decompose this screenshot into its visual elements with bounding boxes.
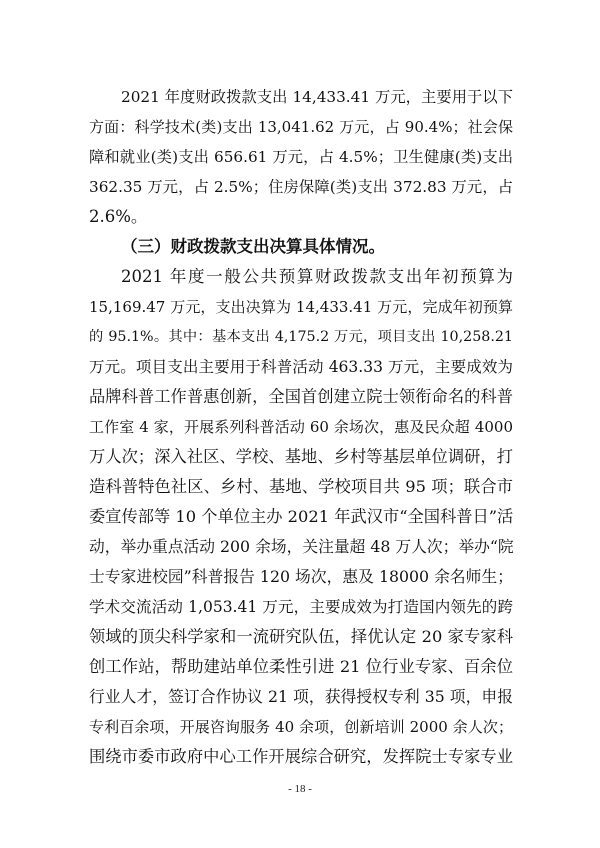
paragraph2-line-7: 万人次；深入社区、学校、基地、乡村等基层单位调研，打 (89, 447, 513, 466)
page-number: - 18 - (288, 783, 312, 795)
paragraph2-line-14: 创工作站，帮助建站单位柔性引进 21 位行业专家、百余位 (89, 657, 513, 676)
paragraph2-line-10: 动，举办重点活动 200 余场，关注量超 48 万人次；举办“院 (89, 537, 514, 556)
paragraph2-line-13: 领域的顶尖科学家和一流研究队伍，择优认定 20 家专家科 (89, 627, 513, 646)
paragraph2-line-4: 万元。项目支出主要用于科普活动 463.33 万元，主要成效为 (89, 358, 513, 376)
paragraph2-line-16: 专利百余项，开展咨询服务 40 余项，创新培训 2000 余人次； (89, 718, 513, 736)
paragraph1-line-2: 方面：科学技术(类)支出 13,041.62 万元，占 90.4%；社会保 (89, 118, 513, 136)
paragraph2-line-2: 15,169.47 万元，支出决算为 14,433.41 万元，完成年初预算 (89, 298, 513, 316)
paragraph1-line-5: 2.6%。 (89, 207, 148, 226)
paragraph2-line-11: 士专家进校园”科普报告 120 场次，惠及 18000 余名师生； (89, 567, 513, 586)
paragraph2-line-1: 2021 年度一般公共预算财政拨款支出年初预算为 (121, 267, 513, 286)
paragraph1-line-3: 障和就业(类)支出 656.61 万元，占 4.5%；卫生健康(类)支出 (89, 148, 513, 166)
paragraph1-line-1: 2021 年度财政拨款支出 14,433.41 万元，主要用于以下 (121, 88, 513, 106)
paragraph2-line-17: 围绕市委市政府中心工作开展综合研究，发挥院士专家专业 (89, 747, 513, 766)
paragraph2-line-3: 的 95.1%。其中：基本支出 4,175.2 万元，项目支出 10,258.21 (89, 329, 513, 345)
paragraph2-line-15: 行业人才，签订合作协议 21 项，获得授权专利 35 项，申报 (89, 687, 513, 706)
paragraph2-line-5: 品牌科普工作普惠创新，全国首创建立院士领衔命名的科普 (89, 387, 513, 406)
paragraph2-line-6: 工作室 4 家，开展系列科普活动 60 余场次，惠及民众超 4000 (89, 418, 513, 436)
paragraph1-line-4: 362.35 万元，占 2.5%；住房保障(类)支出 372.83 万元，占 (89, 178, 513, 196)
paragraph2-line-8: 造科普特色社区、乡村、基地、学校项目共 95 项；联合市 (89, 477, 513, 496)
paragraph2-line-9: 委宣传部等 10 个单位主办 2021 年武汉市“全国科普日”活 (89, 507, 514, 526)
section-heading: （三）财政拨款支出决算具体情况。 (121, 237, 385, 256)
paragraph2-line-12: 学术交流活动 1,053.41 万元，主要成效为打造国内领先的跨 (89, 598, 513, 616)
